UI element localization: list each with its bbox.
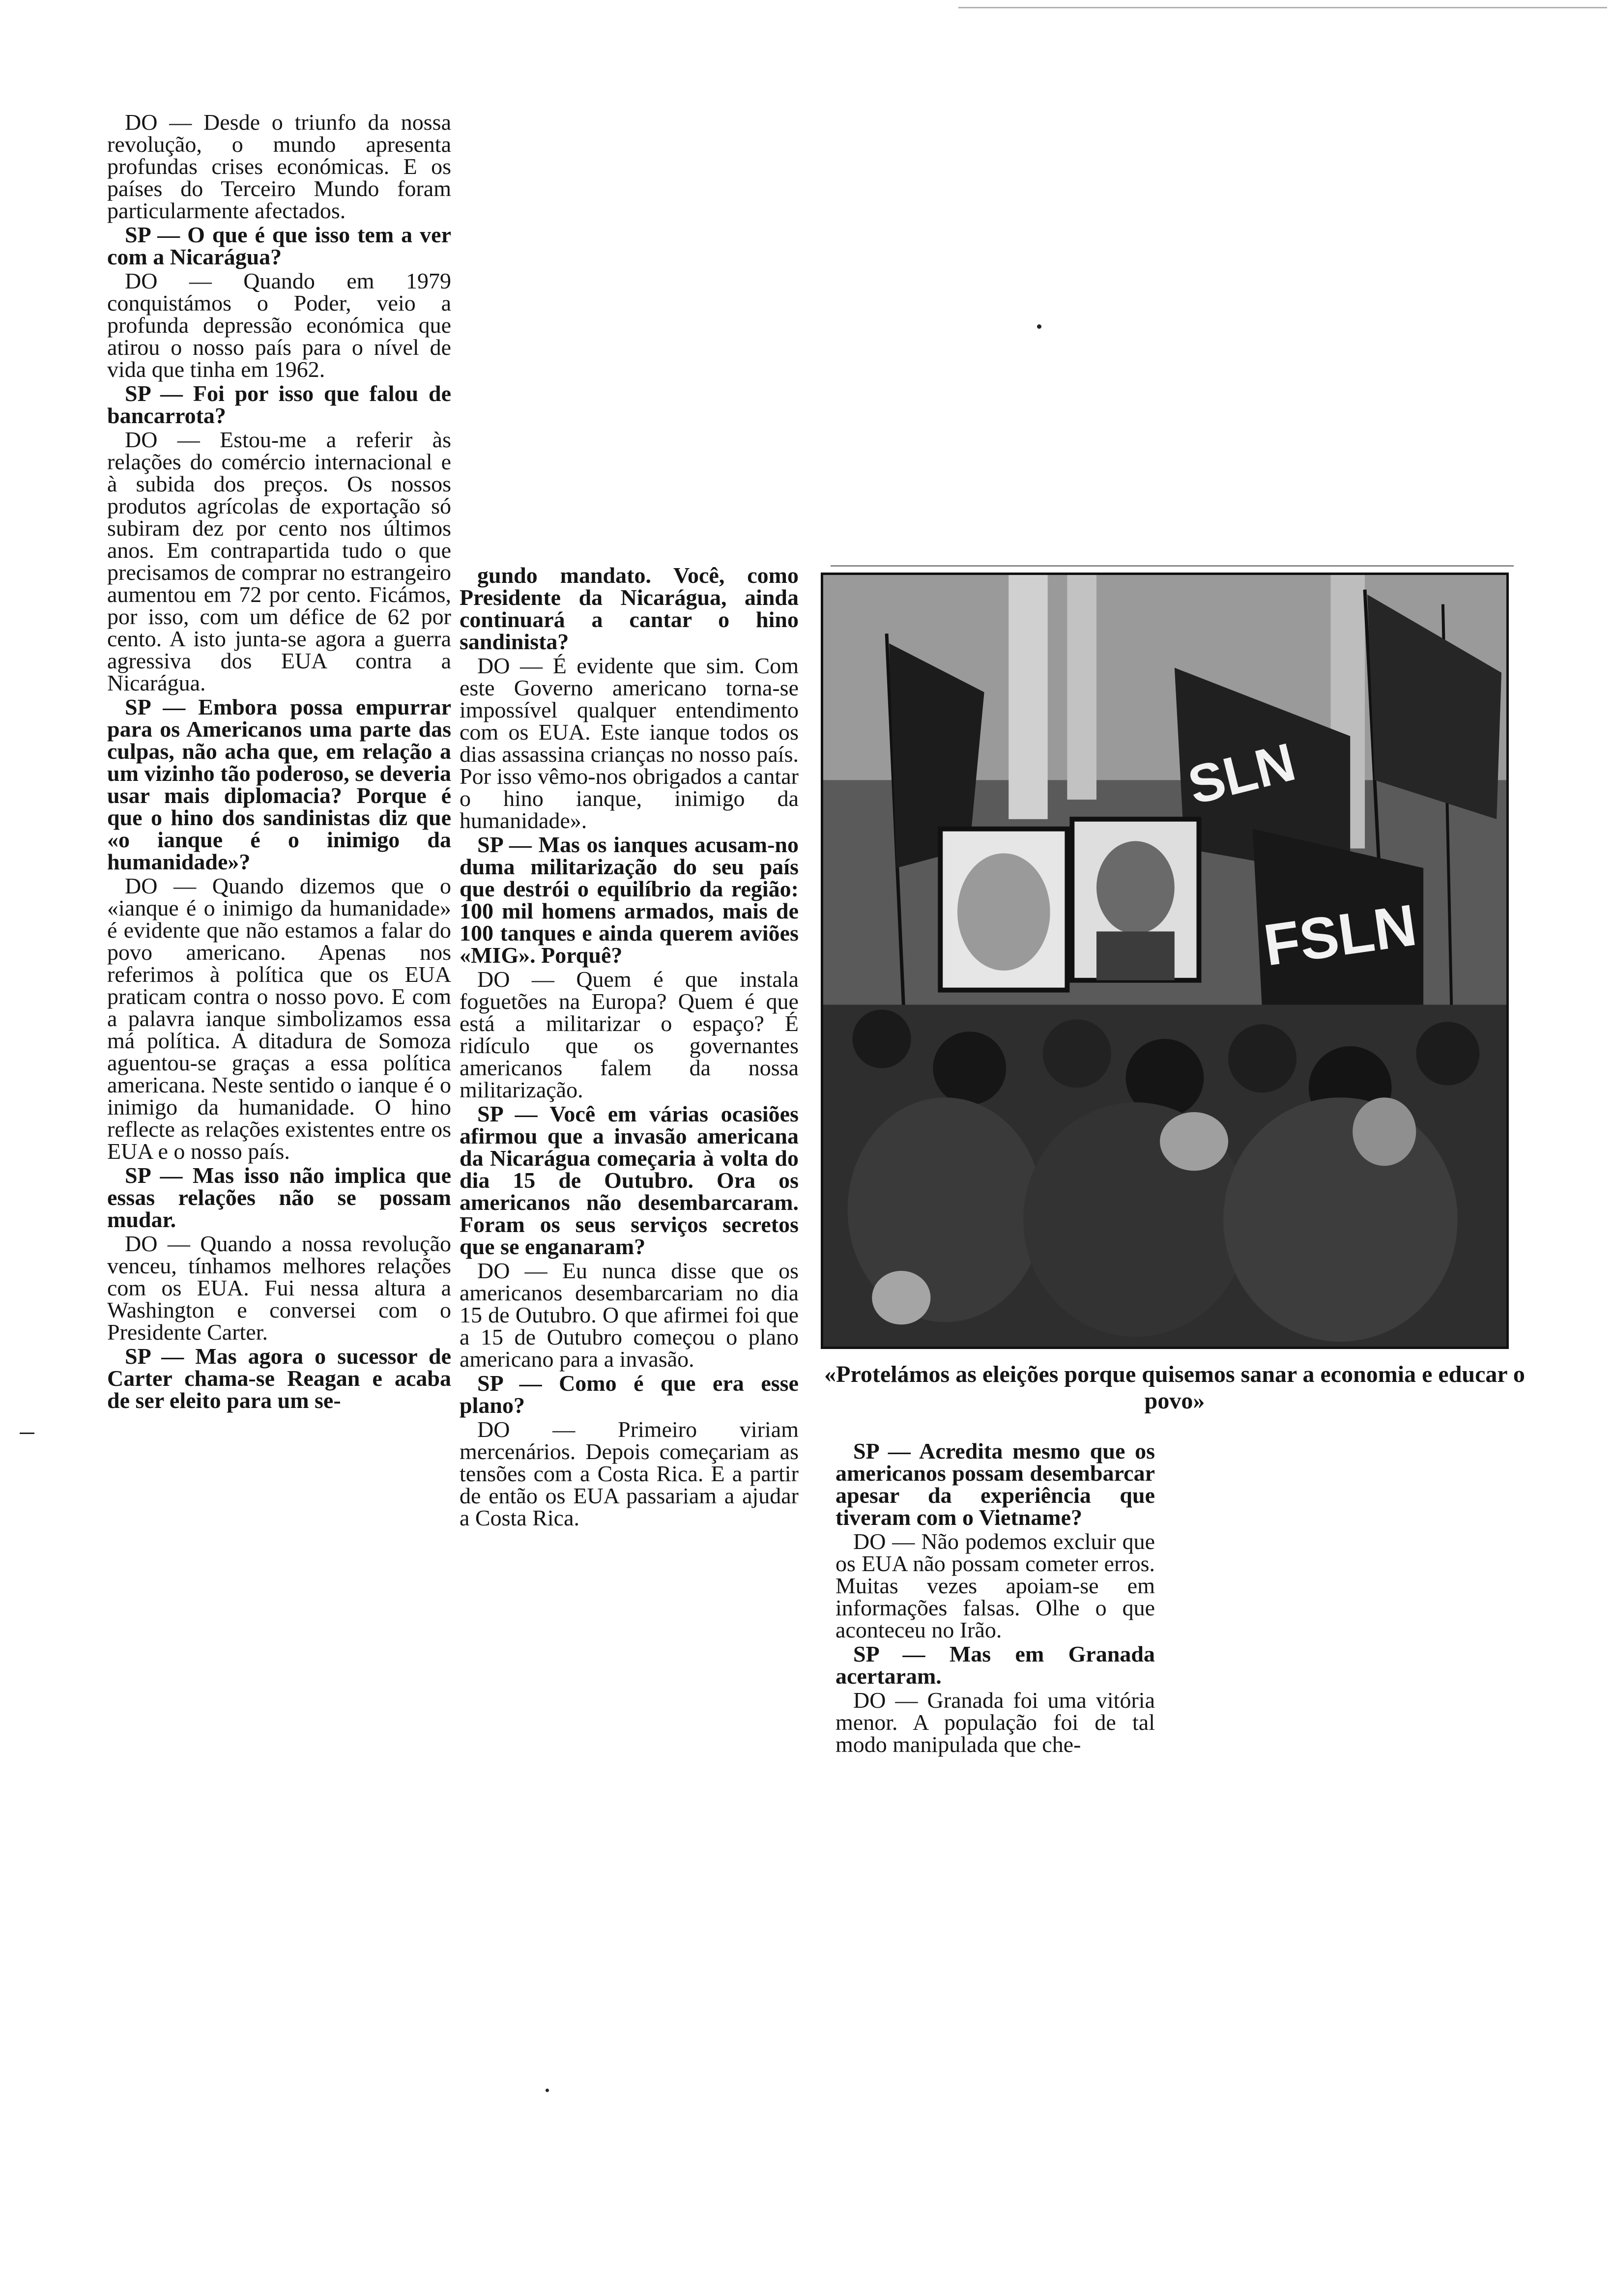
answer-text: Desde o triunfo da nossa revolução, o mundo apresenta profundas crises económicas. E os países do Terceiro Mundo foram particularmente afectados. bbox=[107, 110, 451, 223]
answer-text: DO — bbox=[477, 1258, 562, 1283]
rally-photo-illustration bbox=[823, 575, 1506, 1347]
article-paragraph bbox=[835, 1530, 1155, 1641]
interviewer-question: SP — Mas em Granada acertaram. bbox=[835, 1641, 1155, 1689]
answer-text: DO — bbox=[125, 1231, 201, 1256]
answer-text: DO — bbox=[125, 110, 204, 135]
article-paragraph bbox=[107, 270, 451, 380]
article-paragraph bbox=[835, 1440, 1155, 1528]
scan-speck bbox=[546, 2089, 549, 2092]
article-paragraph bbox=[107, 382, 451, 427]
article-paragraph bbox=[460, 564, 799, 653]
article-paragraph bbox=[460, 833, 799, 966]
answer-text: Granada foi uma vitória menor. A população foi de tal modo manipulada que che- bbox=[835, 1688, 1155, 1757]
answer-text: Quando em 1979 conquistámos o Poder, veio a profunda depressão económica que atirou o nosso país para o nível de vida que tinha em 1962. bbox=[107, 268, 451, 382]
top-edge-line bbox=[958, 7, 1607, 8]
article-paragraph bbox=[107, 1233, 451, 1343]
interviewer-question: gundo mandato. Você, como Presidente da Nicarágua, ainda continuará a cantar o hino sandinista? bbox=[460, 563, 799, 654]
article-paragraph bbox=[107, 875, 451, 1162]
article-paragraph bbox=[107, 111, 451, 222]
answer-text: DO — bbox=[477, 653, 553, 678]
interviewer-question: SP — Mas agora o sucessor de Carter chama-se Reagan e acaba de ser eleito para um se- bbox=[107, 1344, 451, 1413]
article-column-3 bbox=[835, 1440, 1155, 1757]
article-paragraph bbox=[107, 1164, 451, 1231]
article-paragraph bbox=[835, 1643, 1155, 1687]
article-paragraph bbox=[460, 1418, 799, 1529]
answer-text: Eu nunca disse que os americanos desembarcariam no dia 15 de Outubro. O que afirmei foi que a 15 de Outubro começou o plano americano para a invasão. bbox=[460, 1258, 799, 1372]
answer-text: DO — bbox=[477, 1417, 618, 1442]
answer-text: Quando dizemos que o «ianque é o inimigo da humanidade» é evidente que não estamos a falar do povo americano. Apenas nos referimos à política que os EUA praticam contra o nosso povo. E com a palavra ianque simbolizamos essa má política. A ditadura de Somoza aguentou-se graças a essa política americana. Neste sentido o ianque é o inimigo da humanidade. O hino reflecte as relações existentes entre os EUA e o nosso país. bbox=[107, 873, 451, 1164]
answer-text: DO — bbox=[125, 268, 244, 293]
answer-text: Estou-me a referir às relações do comércio internacional e à subida dos preços. Os nossos produtos agrícolas de exportação só subiram dez por cento nos últimos anos. Em contrapartida tudo o que precisamos de comprar no estrangeiro aumentou em 72 por cento. Ficámos, por isso, com um défice de 62 por cento. A isto junta-se agora a guerra agressiva dos EUA contra a Nicarágua. bbox=[107, 427, 451, 695]
answer-text: É evidente que sim. Com este Governo americano torna-se impossível qualquer entendimento com os EUA. Este ianque todos os dias assassina crianças no nosso país. Por isso vêmo-nos obrigados a cantar o hino ianque, inimigo da humanidade». bbox=[460, 653, 799, 833]
interviewer-question: SP — Mas isso não implica que essas relações não se possam mudar. bbox=[107, 1163, 451, 1232]
interviewer-question: SP — Como é que era esse plano? bbox=[460, 1371, 799, 1418]
answer-text: Primeiro viriam mercenários. Depois começariam as tensões com a Costa Rica. E a partir de então os EUA passariam a ajudar a Costa Rica. bbox=[460, 1417, 799, 1530]
article-paragraph bbox=[107, 696, 451, 873]
interviewer-question: SP — Embora possa empurrar para os Americanos uma parte das culpas, não acha que, em relação a um vizinho tão poderoso, se deveria usar mais diplomacia? bbox=[107, 694, 451, 808]
interviewer-question: SP — Você em várias ocasiões afirmou que a invasão americana da Nicarágua começaria à volta do dia 15 de Outubro. Ora os americanos não desembarcaram. Foram os seus serviços secretos que se enganaram? bbox=[460, 1101, 799, 1259]
article-paragraph bbox=[460, 1372, 799, 1416]
article-paragraph bbox=[835, 1689, 1155, 1755]
article-paragraph bbox=[460, 655, 799, 832]
flag-lettering-2: FSLN bbox=[1260, 892, 1421, 978]
answer-text: DO — bbox=[125, 427, 220, 452]
article-paragraph bbox=[460, 968, 799, 1101]
interviewer-question: SP — Foi por isso que falou de bancarrota? bbox=[107, 381, 451, 428]
article-paragraph bbox=[107, 429, 451, 694]
article-column-1 bbox=[107, 111, 451, 1413]
article-paragraph bbox=[460, 1103, 799, 1258]
answer-text: DO — bbox=[477, 967, 576, 992]
answer-text: Quem é que instala foguetões na Europa? Quem é que está a militarizar o espaço? É ridículo que os governantes americanos falem da nossa militarização. bbox=[460, 967, 799, 1102]
interviewer-question: SP — Acredita mesmo que os americanos possam desembarcar apesar da experiência que tiveram com o Vietname? bbox=[835, 1438, 1155, 1530]
scan-speck bbox=[1037, 324, 1041, 329]
answer-text: DO — bbox=[853, 1529, 921, 1554]
article-paragraph bbox=[107, 1345, 451, 1411]
rally-photo bbox=[821, 573, 1509, 1349]
article-paragraph bbox=[460, 1260, 799, 1370]
scan-speck bbox=[20, 1433, 34, 1434]
answer-text: DO — bbox=[125, 873, 212, 898]
article-column-2 bbox=[460, 564, 799, 1531]
article-paragraph bbox=[107, 224, 451, 268]
answer-text: DO — bbox=[853, 1688, 927, 1713]
flag-lettering-1: SLN bbox=[1182, 732, 1301, 816]
answer-text: Não podemos excluir que os EUA não possam cometer erros. Muitas vezes apoiam-se em informações falsas. Olhe o que aconteceu no Irão. bbox=[835, 1529, 1155, 1642]
answer-text: Quando a nossa revolução venceu, tínhamos melhores relações com os EUA. Fui nessa altura a Washington e conversei com o Presidente Carter. bbox=[107, 1231, 451, 1345]
photo-top-rule bbox=[831, 565, 1514, 567]
interviewer-question: SP — O que é que isso tem a ver com a Nicarágua? bbox=[107, 222, 451, 269]
photo-caption: «Protelámos as eleições porque quisemos sanar a economia e educar o povo» bbox=[824, 1361, 1525, 1414]
interviewer-question: SP — Mas os ianques acusam-no duma militarização do seu país que destrói o equilíbrio da região: bbox=[460, 832, 799, 901]
interviewer-question: Porque é que o hino dos sandinistas diz que «o ianque é o inimigo da humanidade»? bbox=[107, 783, 451, 874]
interviewer-question: 100 mil homens armados, mais de 100 tanques e ainda querem aviões «MIG». Porquê? bbox=[460, 898, 799, 968]
